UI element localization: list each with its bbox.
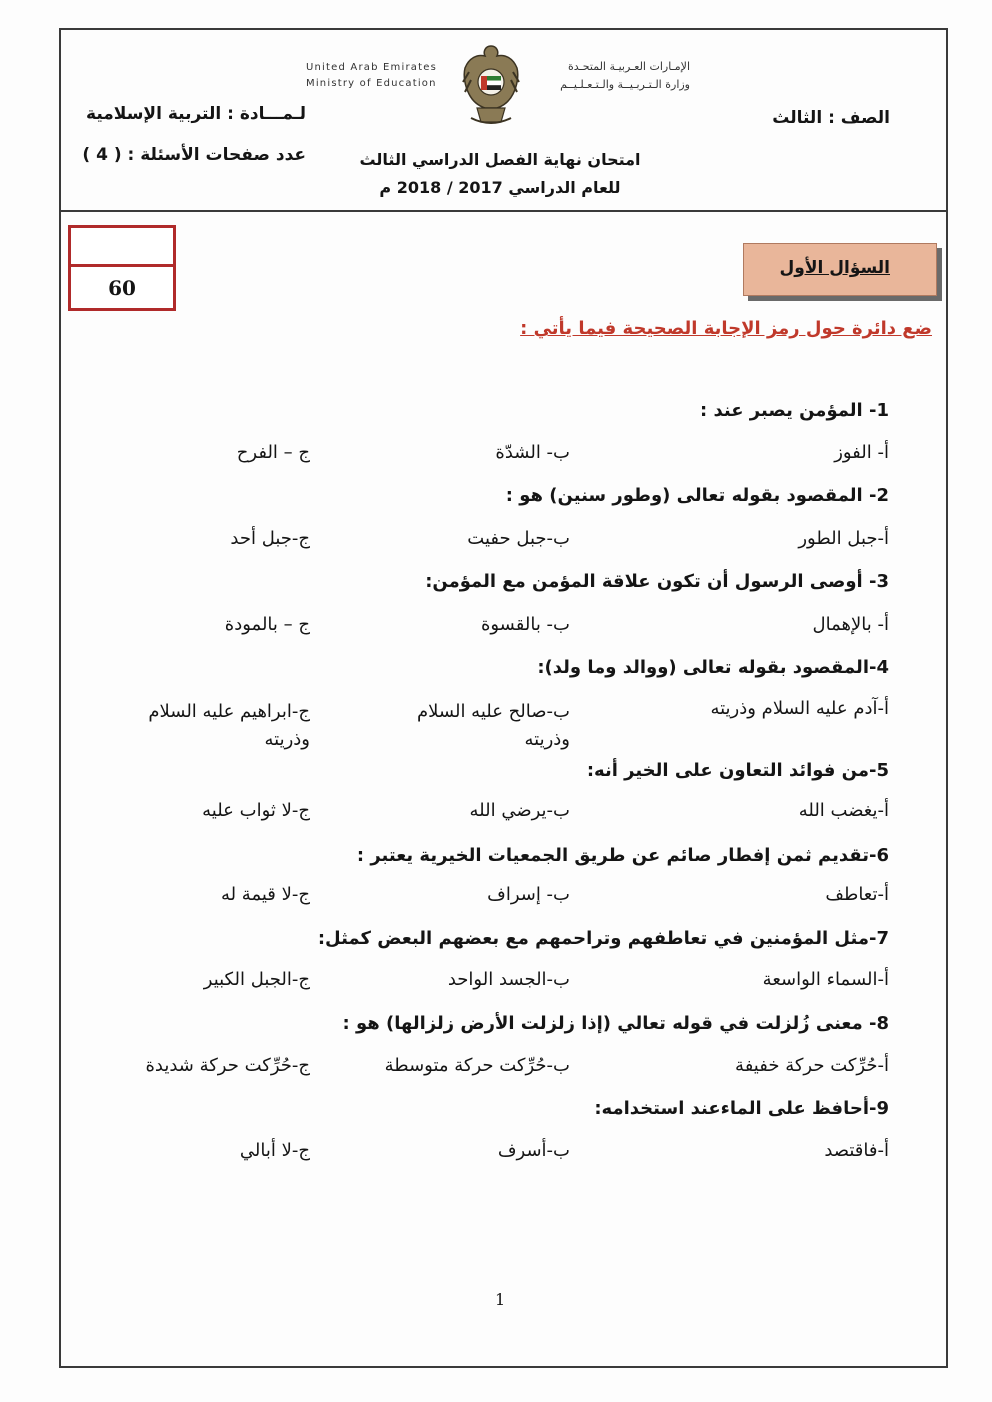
- option-c[interactable]: ج-لا أبالي: [239, 1140, 310, 1161]
- exam-title: امتحان نهاية الفصل الدراسي الثالث: [359, 150, 641, 169]
- question-text: 8- معنى زُلزلت في قوله تعالي (إذا زلزلت الأرض زلزالها) هو :: [342, 1013, 889, 1034]
- score-divider: [71, 264, 173, 267]
- option-c[interactable]: ج – بالمودة: [224, 614, 310, 635]
- option-b[interactable]: ب-الجسد الواحد: [447, 969, 570, 990]
- option-b[interactable]: ب- إسراف: [487, 884, 570, 905]
- question-text: 9-أحافظ على الماءعند استخدامه:: [594, 1098, 889, 1119]
- option-b[interactable]: ب-صالح عليه السلام وذريته: [417, 701, 570, 750]
- option-a[interactable]: أ- بالإهمال: [812, 614, 889, 635]
- option-c[interactable]: ج – الفرح: [236, 442, 310, 463]
- option-a[interactable]: أ-آدم عليه السلام وذريته: [710, 698, 889, 719]
- question-text: 6-تقديم ثمن إفطار صائم عن طريق الجمعيات الخيرية يعتبر :: [356, 845, 889, 866]
- question-text: 2- المقصود بقوله تعالى (وطور سنين) هو :: [505, 485, 889, 506]
- option-c[interactable]: ج-لا قيمة له: [220, 884, 310, 905]
- section-instruction: ضع دائرة حول رمز الإجابة الصحيحة فيما يأتي :: [520, 318, 932, 339]
- option-a[interactable]: أ-السماء الواسعة: [762, 969, 889, 990]
- option-b[interactable]: ب-جبل حفيت: [467, 528, 570, 549]
- section-label: السؤال الأول: [779, 258, 890, 278]
- question-text: 7-مثل المؤمنين في تعاطفهم وتراحمهم مع بعضهم البعض كمثل:: [317, 928, 889, 949]
- option-a[interactable]: أ-فاقتصد: [824, 1140, 889, 1161]
- option-b[interactable]: ب-أسرف: [497, 1140, 570, 1161]
- ministry-name-ar-line2: وزارة الـتـربـيــة والـتـعـلـيــم: [560, 78, 690, 91]
- option-b[interactable]: ب- بالقسوة: [480, 614, 570, 635]
- grade-label: الصف : الثالث: [772, 108, 890, 128]
- option-b[interactable]: ب-حُرِّكت حركة متوسطة: [384, 1055, 570, 1076]
- ministry-name-en-line1: United Arab Emirates: [306, 62, 438, 73]
- section-label-box: [743, 243, 937, 296]
- option-c[interactable]: ج-جبل أحد: [230, 528, 310, 549]
- option-a[interactable]: أ-جبل الطور: [798, 528, 889, 549]
- ministry-name-en-line2: Ministry of Education: [306, 78, 437, 89]
- question-text: 5-من فوائد التعاون على الخير أنه:: [586, 760, 889, 781]
- score-total: 60: [108, 276, 136, 300]
- uae-emblem-icon: [459, 42, 523, 128]
- option-b[interactable]: ب-يرضي الله: [469, 800, 570, 821]
- option-c[interactable]: ج-الجبل الكبير: [203, 969, 310, 990]
- question-pages-label: عدد صفحات الأسئلة : ( 4 ): [82, 145, 306, 165]
- option-a[interactable]: أ-تعاطف: [825, 884, 889, 905]
- question-text: 4-المقصود بقوله تعالى (ووالد وما ولد):: [537, 657, 889, 678]
- ministry-name-ar-line1: الإمـارات العـربيـة المتحـدة: [568, 60, 690, 73]
- option-b[interactable]: ب- الشدّة: [495, 442, 570, 463]
- question-text: 3- أوصى الرسول أن تكون علاقة المؤمن مع المؤمن:: [425, 571, 889, 592]
- option-a[interactable]: أ-حُرِّكت حركة خفيفة: [735, 1055, 889, 1076]
- option-a[interactable]: أ-يغضب الله: [798, 800, 889, 821]
- header-divider: [59, 210, 948, 212]
- option-c[interactable]: ج-حُرِّكت حركة شديدة: [145, 1055, 310, 1076]
- score-box: [68, 225, 176, 311]
- question-text: 1- المؤمن يصبر عند :: [700, 400, 889, 421]
- option-a[interactable]: أ- الفوز: [834, 442, 889, 463]
- option-c[interactable]: ج-ابراهيم عليه السلام وذريته: [148, 701, 310, 750]
- page-number: 1: [495, 1290, 506, 1309]
- academic-year: للعام الدراسي 2017 / 2018 م: [379, 178, 621, 197]
- subject-label: لـمـــادة : التربية الإسلامية: [86, 104, 306, 124]
- option-c[interactable]: ج-لا ثواب عليه: [202, 800, 310, 821]
